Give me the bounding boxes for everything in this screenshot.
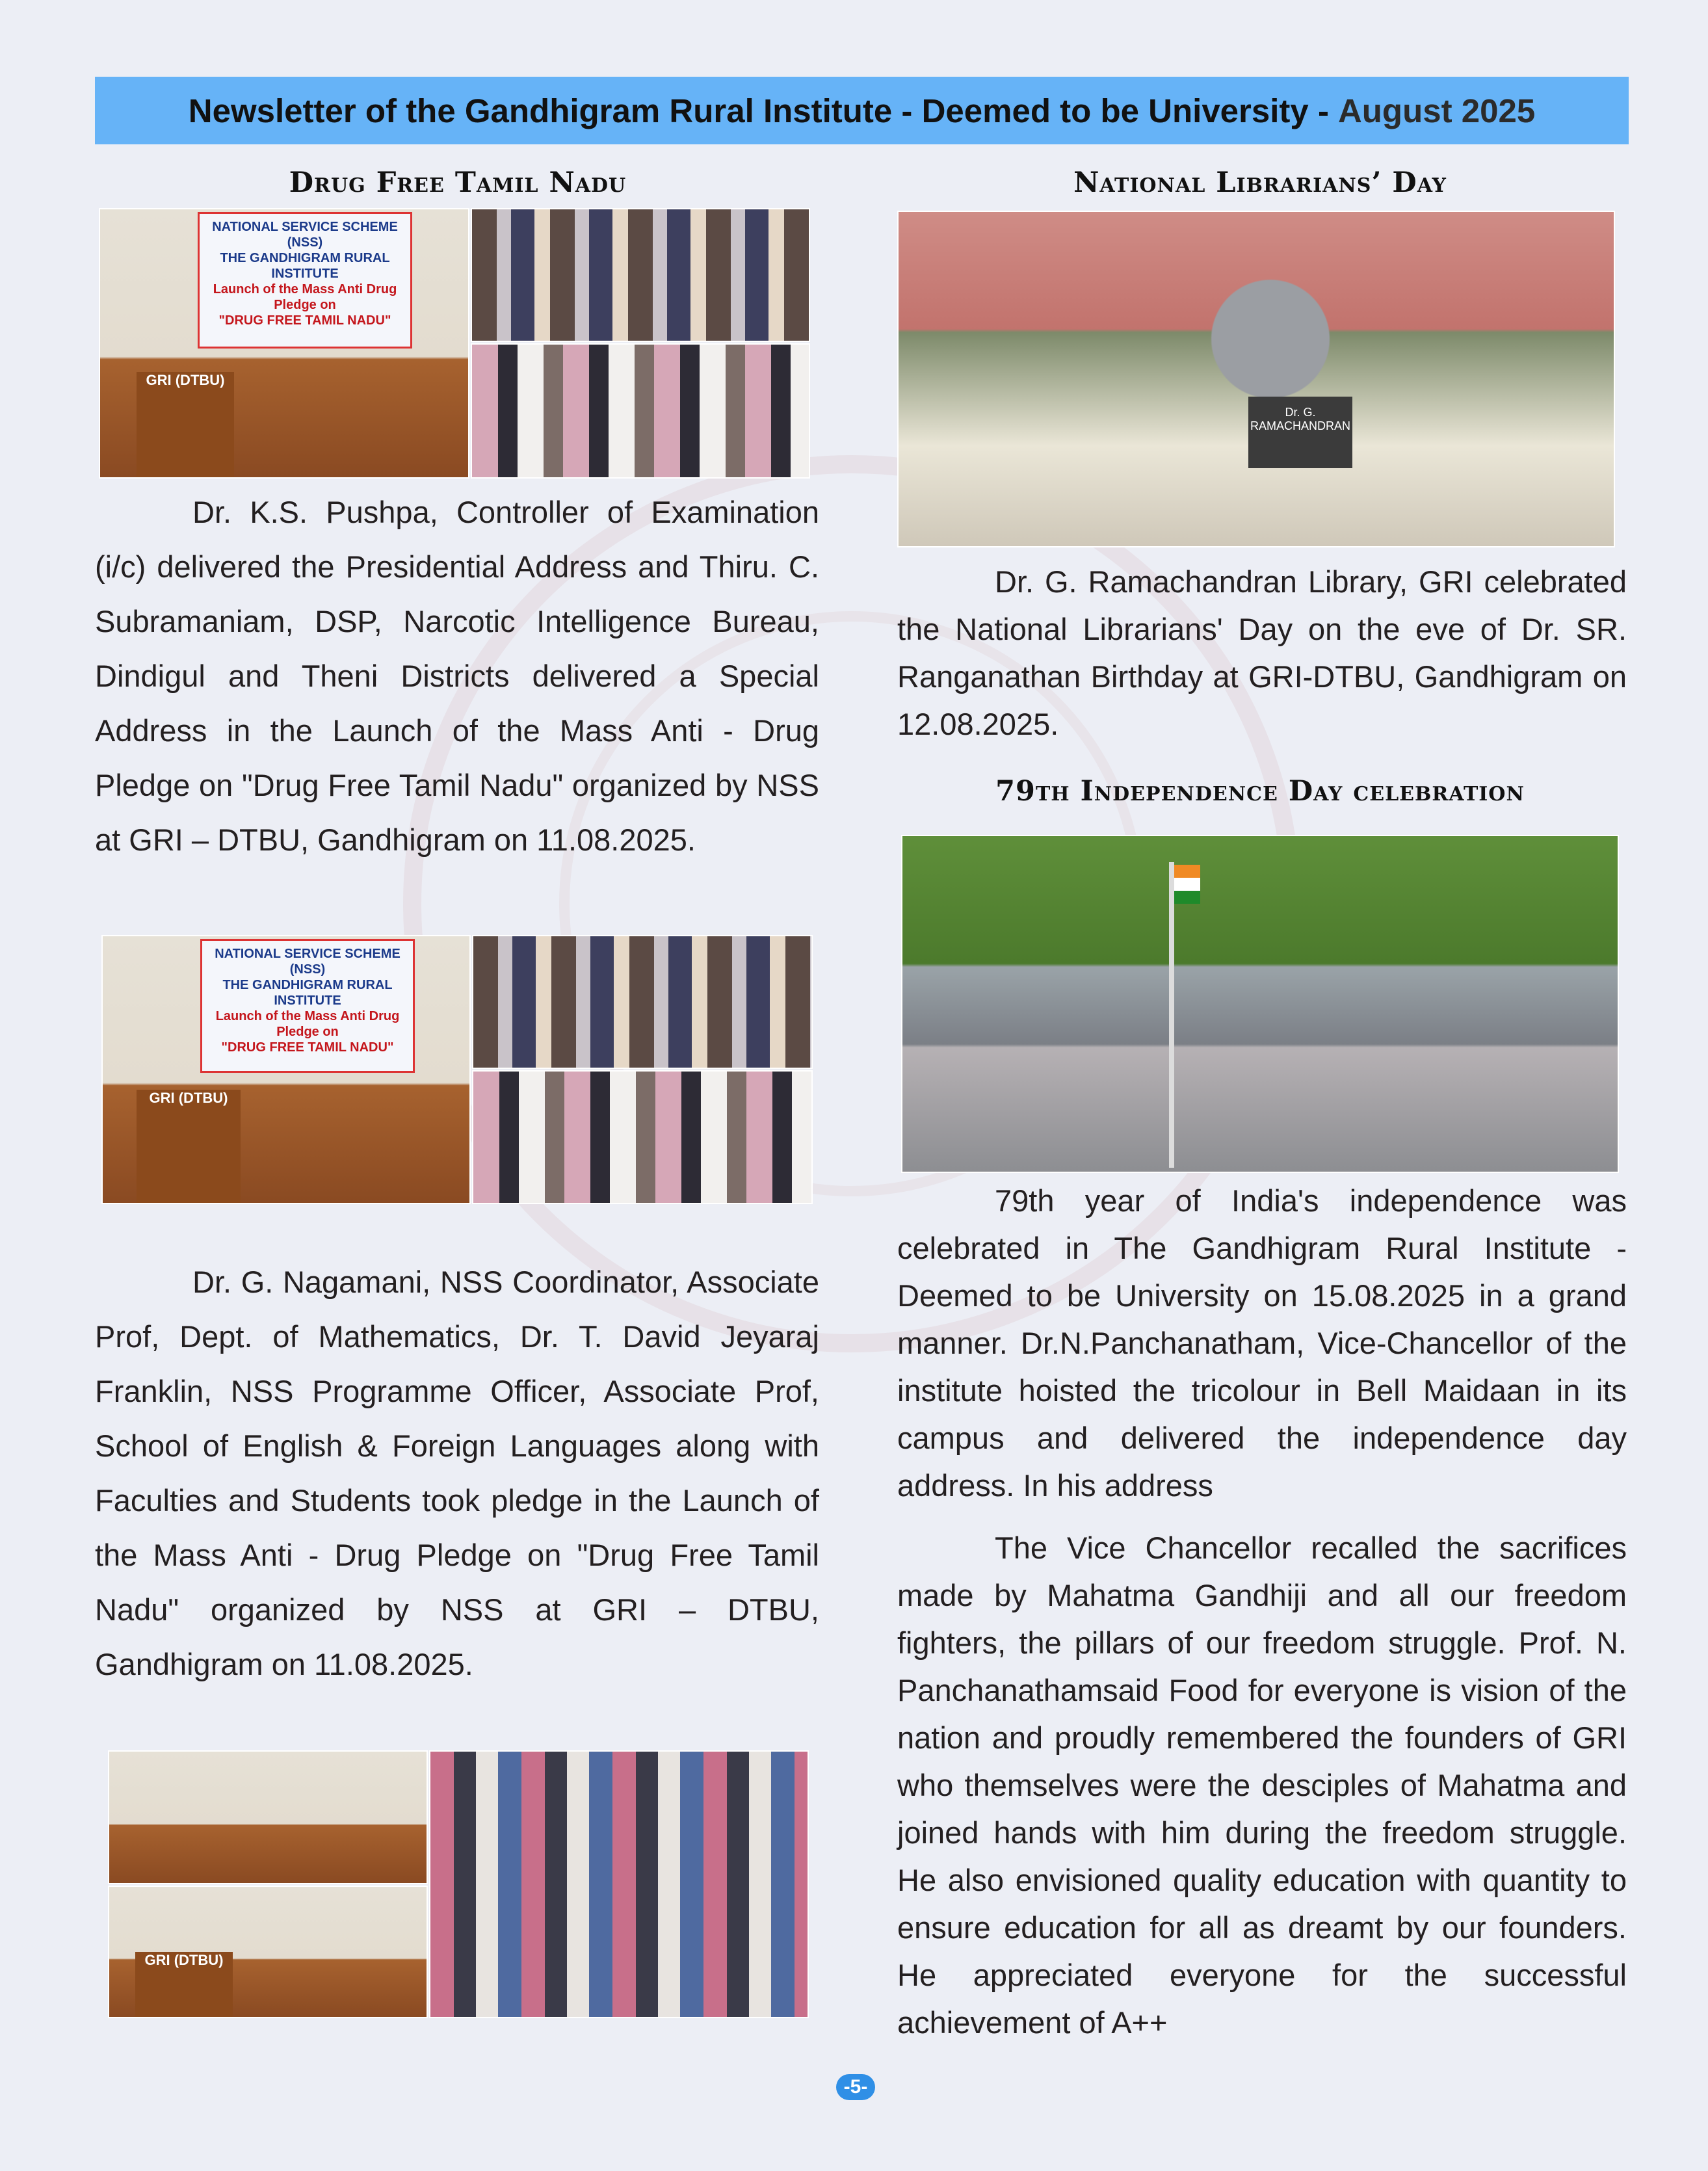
photo-audience-1 [471, 208, 810, 342]
podium [135, 1952, 233, 2018]
flag-pole [1169, 862, 1174, 1168]
photo-librarians-day-statue [897, 211, 1615, 547]
paragraph-text: The Vice Chancellor recalled the sacrifices made by Mahatma Gandhiji and all our freedom fighters, the pillars of our freedom struggle. Prof. N. Panchanathamsaid Food for everyone is vision of the nation and proudly remembered the founders of GRI who themselves were the desciples of Mahatma and joined hands with him during the freedom struggle. He also envisioned quality education with quantity to ensure education for all as dreamt by our founders. He appreciated everyone for the successful achievement of A++ [897, 1531, 1627, 2040]
photo-audience-2 [471, 343, 810, 479]
photo-event-stage-1 [99, 208, 469, 479]
section-title-librarians-day: National Librarians’ Day [1073, 166, 1447, 199]
podium [137, 372, 234, 479]
event-screen-1 [198, 212, 412, 349]
flag-green [1174, 891, 1200, 904]
screen-line: THE GANDHIGRAM RURAL INSTITUTE [220, 251, 390, 281]
podium-label: GRI (DTBU) [144, 1952, 224, 1968]
plaque-label: Dr. G. RAMACHANDRAN [1250, 406, 1350, 432]
photo-independence-day-flag-hoisting [901, 835, 1619, 1173]
paragraph-librarians-day [897, 558, 1627, 748]
paragraph-text: Dr. K.S. Pushpa, Controller of Examination (i/c) delivered the Presidential Address and Thiru. C. Subramaniam, DSP, Narcotic Intelligence Bureau, Dindigul and Theni Districts delivered a Special Address in the Launch of the Mass Anti - Drug Pledge on "Drug Free Tamil Nadu" organized by NSS at GRI – DTBU, Gandhigram on 11.08.2025. [95, 495, 819, 857]
photo-audience-4 [472, 1070, 813, 1204]
podium [137, 1090, 241, 1204]
memorial-plaque [1248, 397, 1352, 468]
screen-line: NATIONAL SERVICE SCHEME (NSS) [215, 947, 401, 977]
paragraph-drug-free-1 [95, 485, 819, 867]
page-number: -5- [836, 2074, 875, 2100]
flag-saffron [1174, 865, 1200, 878]
section-title-drug-free: Drug Free Tamil Nadu [289, 166, 627, 199]
event-screen-2 [200, 939, 415, 1073]
screen-line: NATIONAL SERVICE SCHEME (NSS) [212, 220, 398, 250]
paragraph-drug-free-2 [95, 1255, 819, 1692]
podium-label: GRI (DTBU) [149, 1090, 228, 1106]
photo-pledge-stage-2 [108, 1886, 428, 2018]
paragraph-text: Dr. G. Nagamani, NSS Coordinator, Associate Prof, Dept. of Mathematics, Dr. T. David Jeyaraj Franklin, NSS Programme Officer, Associate Prof, School of English & Foreign Languages along with Faculties and Students took pledge in the Launch of the Mass Anti - Drug Pledge on "Drug Free Tamil Nadu" organized by NSS at GRI – DTBU, Gandhigram on 11.08.2025. [95, 1265, 819, 1681]
photo-event-stage-2 [101, 935, 471, 1204]
newsletter-month: August 2025 [1337, 92, 1536, 129]
paragraph-independence-2 [897, 1524, 1627, 2046]
newsletter-title: Newsletter of the Gandhigram Rural Institute - Deemed to be University - [188, 92, 1329, 129]
section-title-independence-day: 79th Independence Day celebration [995, 775, 1525, 808]
screen-line: "DRUG FREE TAMIL NADU" [221, 1040, 394, 1055]
paragraph-text: 79th year of India's independence was celebrated in The Gandhigram Rural Institute - Deemed to be University on 15.08.2025 in a grand manner. Dr.N.Panchanatham, Vice-Chancellor of the institute hoisted the tricolour in Bell Maidaan in its campus and delivered the independence day address. In his address [897, 1183, 1627, 1503]
paragraph-independence-1 [897, 1177, 1627, 1509]
screen-line: Launch of the Mass Anti Drug Pledge on [213, 282, 397, 312]
photo-pledge-stage-1 [108, 1750, 428, 1884]
photo-pledge-audience [429, 1750, 809, 2018]
photo-audience-3 [472, 935, 813, 1069]
screen-line: THE GANDHIGRAM RURAL INSTITUTE [222, 978, 393, 1008]
screen-line: "DRUG FREE TAMIL NADU" [218, 313, 391, 328]
newsletter-header [95, 77, 1629, 144]
podium-label: GRI (DTBU) [146, 372, 225, 388]
paragraph-text: Dr. G. Ramachandran Library, GRI celebrated the National Librarians' Day on the eve of Dr. SR. Ranganathan Birthday at GRI-DTBU, Gandhigram on 12.08.2025. [897, 564, 1627, 741]
screen-line: Launch of the Mass Anti Drug Pledge on [215, 1009, 400, 1039]
flag-white [1174, 878, 1200, 891]
